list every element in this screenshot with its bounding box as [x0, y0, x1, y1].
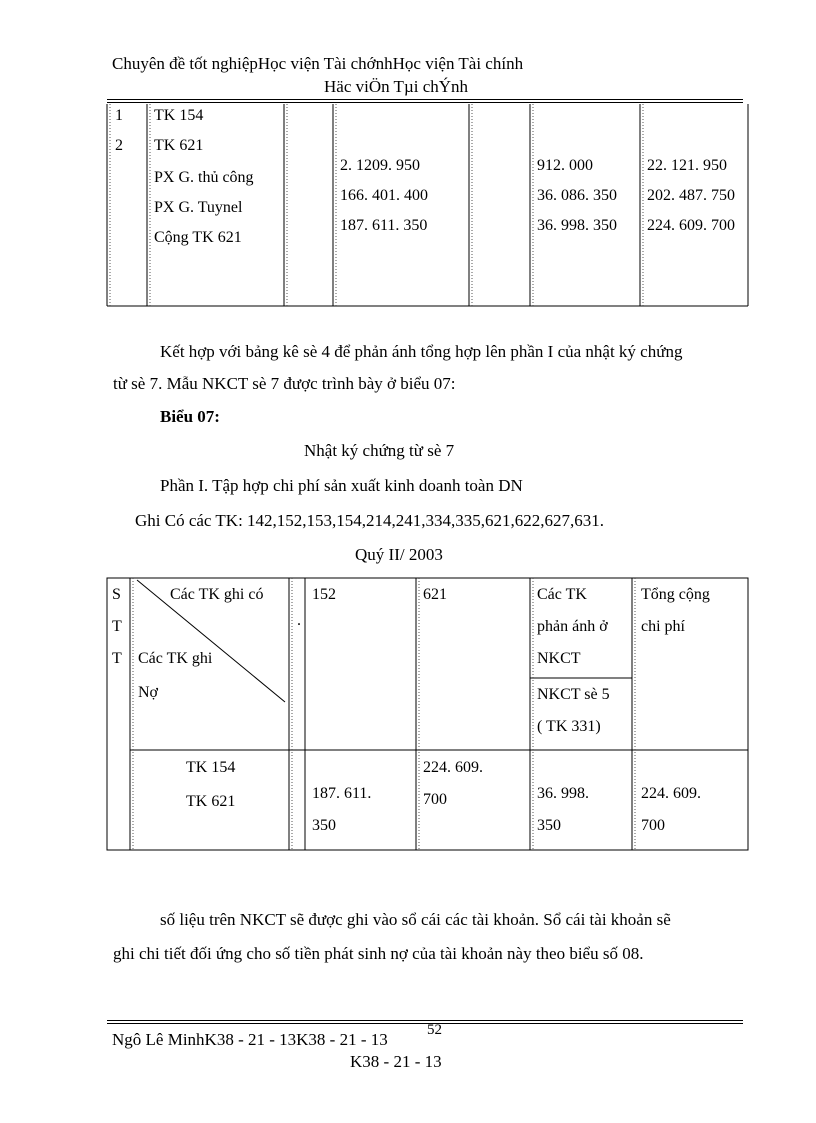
t1-col-c: 224. 609. 700 — [647, 217, 735, 234]
t2-diag-bottom-1: Các TK ghi — [138, 650, 213, 667]
journal-title: Nhật ký chứng từ sè 7 — [304, 441, 455, 460]
t2-vtotal-a: 224. 609. — [641, 785, 701, 802]
t1-col-a: 2. 1209. 950 — [340, 157, 420, 174]
t2-col-nkct5-1: NKCT sè 5 — [537, 686, 610, 703]
t2-col-621: 621 — [423, 586, 447, 603]
t1-account: Cộng TK 621 — [154, 229, 242, 246]
t2-v621-a: 224. 609. — [423, 759, 483, 776]
paragraph-1-line-2: từ sè 7. Mẫu NKCT sè 7 được trình bày ở biểu 07: — [113, 374, 456, 393]
header-line-2: Häc viÖn Tµi chÝnh — [324, 77, 469, 96]
footer-line-1: Ngô Lê MinhK38 - 21 - 13K38 - 21 - 13 — [112, 1030, 388, 1049]
t2-stt-s: S — [112, 586, 121, 603]
t2-v621-b: 700 — [423, 791, 447, 808]
ghi-co-line: Ghi Có các TK: 142,152,153,154,214,241,334,335,621,622,627,631. — [135, 511, 605, 530]
paragraph-2-line-2: ghi chi tiết đối ứng cho số tiền phát sinh nợ của tài khoản này theo biểu số 08. — [113, 944, 644, 963]
t2-col-152: 152 — [312, 586, 336, 603]
t1-stt-2: 2 — [115, 137, 123, 154]
t1-account: PX G. Tuynel — [154, 199, 243, 216]
t1-col-a: 187. 611. 350 — [340, 217, 428, 234]
t1-col-c: 22. 121. 950 — [647, 157, 727, 174]
t2-row-tk154: TK 154 — [186, 759, 236, 776]
t2-dot: . — [297, 612, 301, 629]
t1-col-b: 36. 998. 350 — [537, 217, 617, 234]
t2-diag-bottom-2: Nợ — [138, 684, 159, 701]
t2-stt-t2: T — [112, 650, 122, 667]
t1-stt-1: 1 — [115, 107, 123, 124]
t2-col-total-2: chi phí — [641, 618, 685, 635]
paragraph-1-line-1: Kết hợp với bảng kê sè 4 để phản ánh tổng hợp lên phần I của nhật ký chứng — [160, 342, 683, 361]
page-number: 52 — [427, 1022, 442, 1038]
t2-vnkct-a: 36. 998. — [537, 785, 589, 802]
footer-rule-2 — [107, 1023, 743, 1024]
t1-account: TK 154 — [154, 107, 204, 124]
t2-col-nkct-3: NKCT — [537, 650, 581, 667]
quarter-label: Quý II/ 2003 — [355, 545, 443, 564]
t1-col-b: 912. 000 — [537, 157, 593, 174]
t2-col-nkct-1: Các TK — [537, 586, 587, 603]
footer-rule — [107, 1020, 743, 1021]
t2-stt-t1: T — [112, 618, 122, 635]
header-line-1: Chuyên đề tốt nghiệpHọc viện Tài chớnhHọc viện Tài chính — [112, 54, 524, 73]
t2-col-nkct5-2: ( TK 331) — [537, 718, 601, 735]
t1-account: TK 621 — [154, 137, 204, 154]
t1-col-c: 202. 487. 750 — [647, 187, 735, 204]
t1-account: PX G. thủ công — [154, 169, 254, 186]
t1-col-a: 166. 401. 400 — [340, 187, 428, 204]
t2-row-tk621: TK 621 — [186, 793, 236, 810]
t2-v152-a: 187. 611. — [312, 785, 372, 802]
t2-vtotal-b: 700 — [641, 817, 665, 834]
t1-col-b: 36. 086. 350 — [537, 187, 617, 204]
bieu-label: Biểu 07: — [160, 407, 220, 426]
t2-diag-top: Các TK ghi có — [170, 586, 264, 603]
part-title: Phần I. Tập hợp chi phí sản xuất kinh doanh toàn DN — [160, 476, 523, 495]
t2-v152-b: 350 — [312, 817, 336, 834]
paragraph-2-line-1: số liệu trên NKCT sẽ được ghi vào sổ cái các tài khoản. Sổ cái tài khoản sẽ — [160, 910, 671, 929]
t2-col-nkct-2: phản ánh ở — [537, 618, 608, 635]
t2-vnkct-b: 350 — [537, 817, 561, 834]
t2-col-total-1: Tổng cộng — [641, 586, 710, 603]
footer-line-2: K38 - 21 - 13 — [350, 1052, 442, 1071]
